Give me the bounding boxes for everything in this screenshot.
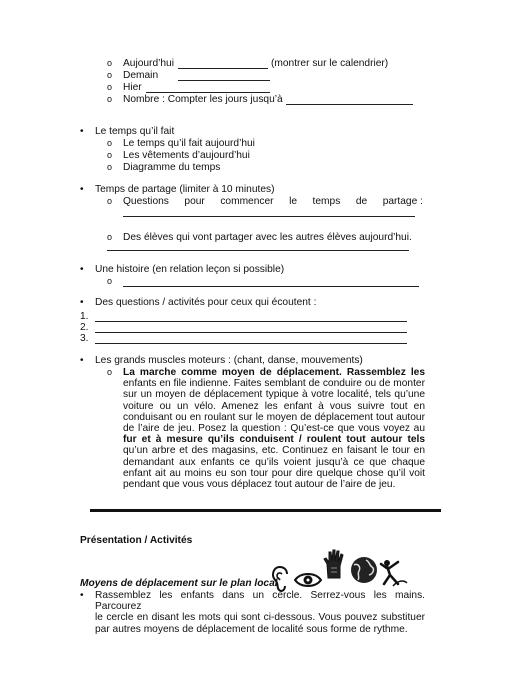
sub-bullet: o — [107, 70, 113, 80]
section-divider — [90, 509, 441, 512]
bullet: • — [80, 297, 84, 308]
today-label: Aujourd’hui — [123, 58, 174, 69]
sub-bullet: o — [107, 58, 113, 68]
sub-bullet: o — [107, 162, 113, 172]
sub-bullet: o — [107, 94, 113, 104]
list-number: 2. — [80, 322, 89, 333]
presentation-text — [95, 590, 425, 635]
list-number: 3. — [80, 333, 89, 344]
presentation-heading: Présentation / Activités — [80, 535, 193, 546]
listeners-heading: Des questions / activités pour ceux qui écoutent : — [95, 297, 317, 308]
blank-line — [123, 216, 415, 217]
blank-line — [95, 332, 407, 333]
text-line: de l’aire de jeu. Posez la question : Qu’est-ce que vous voyez au — [123, 423, 425, 435]
globe-icon — [349, 555, 379, 585]
blank-line — [178, 68, 268, 69]
text-line: conduisant ou en roulant sur le moyen de déplacement tout autour — [123, 411, 425, 423]
text-line: voiture ou un vélo. Amenez les enfant à vous suivre tout en — [123, 400, 425, 412]
sharing-students: Des élèves qui vont partager avec les autres élèves aujourd’hui. — [123, 232, 412, 243]
blank-line — [178, 80, 270, 81]
bullet: • — [80, 355, 84, 366]
text-line: enfants en file indienne. Faites semblant de conduire ou de monter — [123, 378, 425, 390]
blank-line — [95, 321, 407, 322]
text-line: le cercle en disant les mots qui sont ci-dessous. Vous pouvez substituer — [95, 612, 425, 624]
text-line: demandant aux enfants ce qu’ils voient jusqu’à ce que chaque — [123, 456, 425, 468]
motor-activity-text — [123, 367, 425, 490]
yesterday-label: Hier — [123, 82, 142, 93]
hand-icon — [322, 548, 347, 580]
text-line: fur et à mesure qu’ils conduisent / roulent tout autour tels — [123, 434, 425, 446]
weather-item: Les vêtements d’aujourd’hui — [123, 150, 250, 161]
tomorrow-label: Demain — [123, 70, 159, 81]
text-line: sur un moyen de déplacement typique à votre localité, tels qu’une — [123, 389, 425, 401]
sub-bullet: o — [107, 82, 113, 92]
blank-line — [123, 286, 419, 287]
blank-line — [95, 343, 407, 344]
text-line: enfant ait au moins eu son tour pour dire quelque chose qu’il voit — [123, 467, 425, 479]
sub-bullet: o — [107, 232, 113, 242]
story-heading: Une histoire (en relation leçon si possible) — [95, 264, 285, 275]
weather-item: Le temps qu’il fait aujourd’hui — [123, 138, 255, 149]
sub-bullet: o — [107, 196, 113, 206]
sub-bullet: o — [107, 367, 113, 377]
text-line: Rassemblez les enfants dans un cercle. Serrez-vous les mains. Parcourez — [95, 590, 425, 613]
stretching-figure-icon — [378, 558, 408, 588]
text-line: La marche comme moyen de déplacement. Rassemblez les — [123, 367, 425, 378]
blank-line — [146, 92, 270, 93]
bullet: • — [80, 184, 84, 195]
list-number: 1. — [80, 311, 89, 322]
weather-item: Diagramme du temps — [123, 162, 221, 173]
presentation-subheading: Moyens de déplacement sur le plan local — [80, 578, 278, 589]
motor-heading: Les grands muscles moteurs : (chant, danse, mouvements) — [95, 355, 363, 366]
bullet: • — [80, 264, 84, 275]
blank-line — [286, 104, 413, 105]
sharing-heading: Temps de partage (limiter à 10 minutes) — [95, 184, 275, 195]
sub-bullet: o — [107, 150, 113, 160]
eye-icon — [294, 572, 322, 588]
text-line: pendant que vous vous déplacez tout autour de l’aire de jeu. — [123, 479, 396, 491]
blank-line — [107, 250, 409, 251]
text-line: qu’un arbre et des magasins, etc. Continuez en faisant le tour en — [123, 445, 425, 457]
bullet: • — [80, 126, 84, 137]
weather-heading: Le temps qu’il fait — [95, 126, 175, 137]
count-label: Nombre : Compter les jours jusqu’à — [123, 94, 283, 105]
sub-bullet: o — [107, 138, 113, 148]
bullet: • — [80, 590, 84, 601]
ear-icon — [271, 566, 293, 592]
sharing-questions-line: Questions pour commencer le temps de partage : — [123, 196, 423, 207]
sub-bullet: o — [107, 276, 113, 286]
text-line: par autres moyens de déplacement de localité sous forme de rythme. — [95, 623, 408, 635]
calendar-note: (montrer sur le calendrier) — [271, 58, 389, 69]
